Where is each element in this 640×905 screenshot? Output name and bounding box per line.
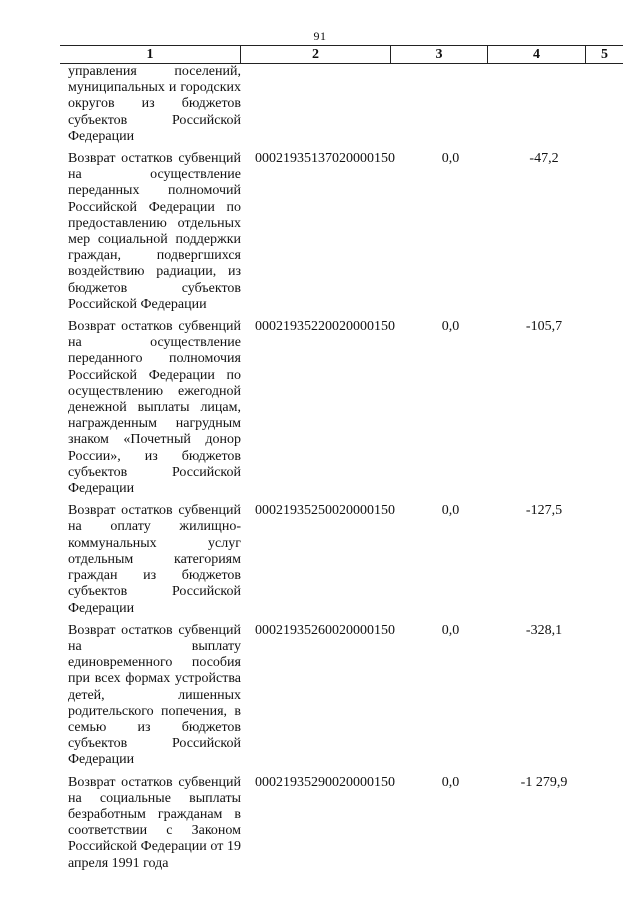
table-row <box>60 775 623 872</box>
row-description: Возврат остатков субвенций на осуществление переданного полномочия Российской Федерации по осуществлению ежегодной денежной выплаты лицам, награжденным нагрудным знаком «Почетный донор России», из бюджетов субъектов Российской Федерации <box>68 319 241 497</box>
row-description: Возврат остатков субвенций на выплату единовременного пособия при всех формах устройства детей, лишенных родительского попечения, в семью из бюджетов субъектов Российской Федерации <box>68 622 241 768</box>
page-number: 91 <box>313 29 327 43</box>
table-header <box>60 45 623 64</box>
table-row <box>60 503 623 616</box>
header-col-2: 2 <box>241 46 391 63</box>
row-description: Возврат остатков субвенций на оплату жилищно-коммунальных услуг отдельным категориям граждан из бюджетов субъектов Российской Федерации <box>68 503 241 616</box>
row-code: 00021935290020000150 <box>255 774 395 790</box>
row-col4: -127,5 <box>525 503 563 519</box>
table-body <box>60 64 623 878</box>
row-col3: 0,0 <box>441 151 460 167</box>
header-col-5: 5 <box>601 47 608 62</box>
row-code: 00021935220020000150 <box>255 319 395 335</box>
table-row <box>60 319 623 497</box>
header-col-1: 1 <box>60 46 241 63</box>
row-col3: 0,0 <box>441 503 460 519</box>
header-col-3: 3 <box>391 46 488 63</box>
row-col3: 0,0 <box>441 622 460 638</box>
row-col4: -105,7 <box>525 319 563 335</box>
row-col5 <box>586 503 623 616</box>
row-col4: -328,1 <box>525 622 563 638</box>
row-code: 00021935250020000150 <box>255 503 395 519</box>
row-col4 <box>488 64 586 145</box>
row-col5 <box>586 319 623 497</box>
table-row <box>60 64 623 145</box>
row-col4: -47,2 <box>529 151 559 167</box>
table-row <box>60 151 623 313</box>
row-col5 <box>586 64 623 145</box>
row-col3 <box>391 64 488 145</box>
table-row <box>60 623 623 769</box>
row-code <box>241 64 391 145</box>
row-code: 00021935137020000150 <box>255 151 395 167</box>
row-description: Возврат остатков субвенций на социальные выплаты безработным гражданам в соответствии с Законом Российской Федерации от 19 апреля 1991 года <box>68 774 241 871</box>
header-col-4: 4 <box>488 46 586 63</box>
row-col5 <box>586 775 623 872</box>
row-code: 00021935260020000150 <box>255 622 395 638</box>
row-col3: 0,0 <box>441 319 460 335</box>
row-col5 <box>586 623 623 769</box>
row-col3: 0,0 <box>441 774 460 790</box>
row-col5 <box>586 151 623 313</box>
row-description: Возврат остатков субвенций на осуществление переданных полномочий Российской Федерации по предоставлению отдельных мер социальной поддержки граждан, подвергшихся воздействию радиации, из бюджетов субъектов Российской Федерации <box>68 151 241 312</box>
row-description: управления поселений, муниципальных и городских округов из бюджетов субъектов Российской Федерации <box>68 64 241 144</box>
row-col4: -1 279,9 <box>520 774 568 790</box>
